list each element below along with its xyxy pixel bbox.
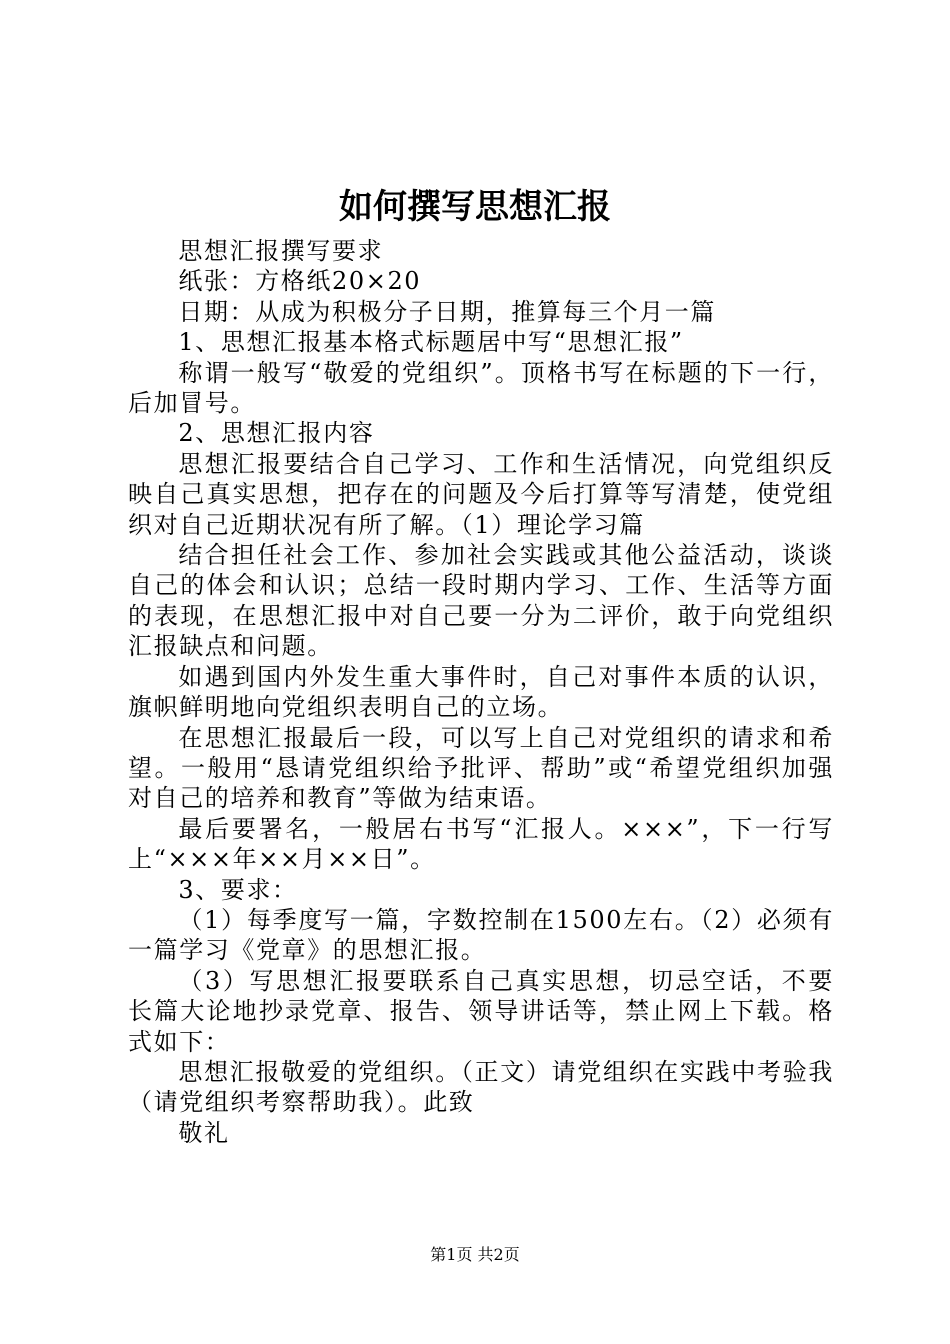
page-footer: 第1页 共2页 (430, 1245, 520, 1264)
paragraph: 思想汇报要结合自己学习、工作和生活情况，向党组织反映自己真实思想，把存在的问题及今后打算等写清楚，使党组织对自己近期状况有所了解。（1）理论学习篇 (128, 449, 834, 539)
paragraph: 日期：从成为积极分子日期，推算每三个月一篇 (178, 297, 716, 326)
paragraph: 最后要署名，一般居右书写“汇报人。×××”，下一行写上“×××年××月××日”。 (128, 814, 834, 874)
paragraph: 思想汇报撰写要求 (178, 237, 384, 265)
paragraph: 结合担任社会工作、参加社会实践或其他公益活动，谈谈自己的体会和认识；总结一段时期内学习、工作、生活等方面的表现，在思想汇报中对自己要一分为二评价，敢于向党组织汇报缺点和问题。 (128, 541, 834, 661)
paragraph: 如遇到国内外发生重大事件时，自己对事件本质的认识，旗帜鲜明地向党组织表明自己的立场。 (128, 662, 834, 722)
paragraph: 纸张：方格纸20×20 (178, 267, 422, 296)
paragraph: （1）每季度写一篇，字数控制在1500左右。（2）必须有一篇学习《党章》的思想汇报。 (128, 905, 834, 965)
paragraph: 2、思想汇报内容 (178, 419, 375, 448)
paragraph: 敬礼 (178, 1118, 230, 1147)
document-body (128, 236, 834, 1148)
paragraph: 思想汇报敬爱的党组织。（正文）请党组织在实践中考验我（请党组织考察帮助我）。此致 (128, 1057, 834, 1117)
paragraph: 在思想汇报最后一段，可以写上自己对党组织的请求和希望。一般用“恳请党组织给予批评、帮助”或“希望党组织加强对自己的培养和教育”等做为结束语。 (128, 723, 834, 813)
paragraph: 3、要求： (178, 875, 298, 904)
document-title: 如何撰写思想汇报 (339, 187, 611, 227)
paragraph: 称谓一般写“敬爱的党组织”。顶格书写在标题的下一行，后加冒号。 (128, 358, 834, 418)
paragraph: 1、思想汇报基本格式标题居中写“思想汇报” (178, 328, 684, 357)
paragraph: （3）写思想汇报要联系自己真实思想，切忌空话，不要长篇大论地抄录党章、报告、领导讲话等，禁止网上下载。格式如下： (128, 966, 834, 1056)
